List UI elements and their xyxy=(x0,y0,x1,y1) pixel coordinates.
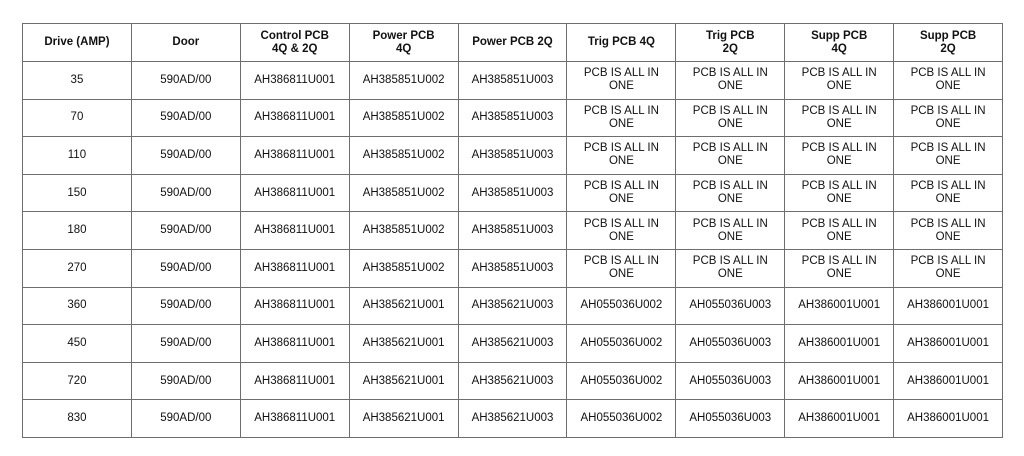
cell-supp-pcb-4q: PCB IS ALL IN ONE xyxy=(785,174,894,212)
cell-drive-amp: 830 xyxy=(23,400,132,438)
table-row xyxy=(23,137,1003,175)
cell-supp-pcb-4q: PCB IS ALL IN ONE xyxy=(785,62,894,100)
cell-supp-pcb-2q: AH386001U001 xyxy=(894,400,1003,438)
cell-supp-pcb-2q: PCB IS ALL IN ONE xyxy=(894,249,1003,287)
cell-power-pcb-2q: AH385621U003 xyxy=(458,362,567,400)
cell-drive-amp: 35 xyxy=(23,62,132,100)
table-row xyxy=(23,99,1003,137)
cell-trig-pcb-4q: AH055036U002 xyxy=(567,325,676,363)
cell-trig-pcb-2q: PCB IS ALL IN ONE xyxy=(676,62,785,100)
table-row xyxy=(23,287,1003,325)
cell-supp-pcb-4q: PCB IS ALL IN ONE xyxy=(785,137,894,175)
cell-supp-pcb-2q: PCB IS ALL IN ONE xyxy=(894,174,1003,212)
cell-power-pcb-4q: AH385851U002 xyxy=(349,137,458,175)
cell-door: 590AD/00 xyxy=(131,249,240,287)
cell-power-pcb-4q: AH385851U002 xyxy=(349,99,458,137)
cell-door: 590AD/00 xyxy=(131,137,240,175)
cell-power-pcb-4q: AH385621U001 xyxy=(349,287,458,325)
header-control-pcb: Control PCB 4Q & 2Q xyxy=(240,24,349,62)
cell-supp-pcb-4q: AH386001U001 xyxy=(785,325,894,363)
cell-supp-pcb-2q: AH386001U001 xyxy=(894,362,1003,400)
cell-trig-pcb-2q: PCB IS ALL IN ONE xyxy=(676,137,785,175)
table-row xyxy=(23,325,1003,363)
cell-drive-amp: 70 xyxy=(23,99,132,137)
cell-control-pcb: AH386811U001 xyxy=(240,174,349,212)
cell-trig-pcb-4q: PCB IS ALL IN ONE xyxy=(567,212,676,250)
header-supp-pcb-2q: Supp PCB 2Q xyxy=(894,24,1003,62)
parts-table xyxy=(22,23,1003,438)
cell-power-pcb-2q: AH385621U003 xyxy=(458,287,567,325)
table-row xyxy=(23,249,1003,287)
cell-trig-pcb-4q: PCB IS ALL IN ONE xyxy=(567,62,676,100)
cell-door: 590AD/00 xyxy=(131,287,240,325)
cell-power-pcb-4q: AH385621U001 xyxy=(349,362,458,400)
cell-power-pcb-4q: AH385621U001 xyxy=(349,325,458,363)
cell-power-pcb-4q: AH385851U002 xyxy=(349,62,458,100)
cell-trig-pcb-2q: AH055036U003 xyxy=(676,362,785,400)
cell-supp-pcb-4q: PCB IS ALL IN ONE xyxy=(785,99,894,137)
cell-power-pcb-4q: AH385851U002 xyxy=(349,174,458,212)
cell-control-pcb: AH386811U001 xyxy=(240,325,349,363)
cell-trig-pcb-4q: PCB IS ALL IN ONE xyxy=(567,99,676,137)
cell-door: 590AD/00 xyxy=(131,99,240,137)
cell-supp-pcb-4q: AH386001U001 xyxy=(785,362,894,400)
header-row xyxy=(23,24,1003,62)
header-supp-pcb-4q: Supp PCB 4Q xyxy=(785,24,894,62)
cell-supp-pcb-4q: PCB IS ALL IN ONE xyxy=(785,249,894,287)
cell-supp-pcb-2q: PCB IS ALL IN ONE xyxy=(894,99,1003,137)
cell-power-pcb-2q: AH385621U003 xyxy=(458,325,567,363)
cell-control-pcb: AH386811U001 xyxy=(240,212,349,250)
header-door: Door xyxy=(131,24,240,62)
cell-control-pcb: AH386811U001 xyxy=(240,362,349,400)
cell-supp-pcb-4q: AH386001U001 xyxy=(785,400,894,438)
cell-trig-pcb-4q: AH055036U002 xyxy=(567,362,676,400)
cell-trig-pcb-4q: AH055036U002 xyxy=(567,400,676,438)
table-body xyxy=(23,62,1003,438)
cell-trig-pcb-2q: PCB IS ALL IN ONE xyxy=(676,174,785,212)
cell-control-pcb: AH386811U001 xyxy=(240,400,349,438)
header-drive-amp: Drive (AMP) xyxy=(23,24,132,62)
cell-drive-amp: 180 xyxy=(23,212,132,250)
cell-supp-pcb-2q: PCB IS ALL IN ONE xyxy=(894,62,1003,100)
cell-power-pcb-2q: AH385851U003 xyxy=(458,212,567,250)
cell-control-pcb: AH386811U001 xyxy=(240,62,349,100)
cell-trig-pcb-4q: PCB IS ALL IN ONE xyxy=(567,174,676,212)
table-row xyxy=(23,212,1003,250)
cell-trig-pcb-4q: PCB IS ALL IN ONE xyxy=(567,137,676,175)
header-trig-pcb-2q: Trig PCB 2Q xyxy=(676,24,785,62)
parts-table-container xyxy=(22,23,1003,438)
cell-power-pcb-2q: AH385851U003 xyxy=(458,62,567,100)
table-row xyxy=(23,62,1003,100)
cell-control-pcb: AH386811U001 xyxy=(240,99,349,137)
cell-drive-amp: 720 xyxy=(23,362,132,400)
cell-supp-pcb-2q: AH386001U001 xyxy=(894,325,1003,363)
cell-power-pcb-2q: AH385851U003 xyxy=(458,249,567,287)
cell-power-pcb-2q: AH385851U003 xyxy=(458,137,567,175)
cell-door: 590AD/00 xyxy=(131,62,240,100)
cell-control-pcb: AH386811U001 xyxy=(240,287,349,325)
cell-trig-pcb-2q: PCB IS ALL IN ONE xyxy=(676,212,785,250)
cell-trig-pcb-2q: AH055036U003 xyxy=(676,400,785,438)
cell-trig-pcb-4q: AH055036U002 xyxy=(567,287,676,325)
cell-supp-pcb-4q: PCB IS ALL IN ONE xyxy=(785,212,894,250)
cell-drive-amp: 360 xyxy=(23,287,132,325)
table-header xyxy=(23,24,1003,62)
cell-door: 590AD/00 xyxy=(131,362,240,400)
cell-supp-pcb-2q: AH386001U001 xyxy=(894,287,1003,325)
cell-power-pcb-2q: AH385621U003 xyxy=(458,400,567,438)
cell-drive-amp: 150 xyxy=(23,174,132,212)
cell-drive-amp: 110 xyxy=(23,137,132,175)
cell-trig-pcb-4q: PCB IS ALL IN ONE xyxy=(567,249,676,287)
cell-trig-pcb-2q: PCB IS ALL IN ONE xyxy=(676,249,785,287)
cell-supp-pcb-4q: AH386001U001 xyxy=(785,287,894,325)
cell-drive-amp: 450 xyxy=(23,325,132,363)
cell-door: 590AD/00 xyxy=(131,174,240,212)
cell-control-pcb: AH386811U001 xyxy=(240,249,349,287)
cell-drive-amp: 270 xyxy=(23,249,132,287)
cell-supp-pcb-2q: PCB IS ALL IN ONE xyxy=(894,212,1003,250)
cell-trig-pcb-2q: AH055036U003 xyxy=(676,325,785,363)
cell-power-pcb-4q: AH385851U002 xyxy=(349,249,458,287)
cell-supp-pcb-2q: PCB IS ALL IN ONE xyxy=(894,137,1003,175)
table-row xyxy=(23,174,1003,212)
table-row xyxy=(23,400,1003,438)
cell-door: 590AD/00 xyxy=(131,325,240,363)
cell-door: 590AD/00 xyxy=(131,212,240,250)
cell-control-pcb: AH386811U001 xyxy=(240,137,349,175)
header-power-pcb-2q: Power PCB 2Q xyxy=(458,24,567,62)
cell-trig-pcb-2q: AH055036U003 xyxy=(676,287,785,325)
header-power-pcb-4q: Power PCB 4Q xyxy=(349,24,458,62)
table-row xyxy=(23,362,1003,400)
cell-power-pcb-4q: AH385851U002 xyxy=(349,212,458,250)
cell-power-pcb-4q: AH385621U001 xyxy=(349,400,458,438)
cell-door: 590AD/00 xyxy=(131,400,240,438)
cell-trig-pcb-2q: PCB IS ALL IN ONE xyxy=(676,99,785,137)
header-trig-pcb-4q: Trig PCB 4Q xyxy=(567,24,676,62)
cell-power-pcb-2q: AH385851U003 xyxy=(458,99,567,137)
cell-power-pcb-2q: AH385851U003 xyxy=(458,174,567,212)
